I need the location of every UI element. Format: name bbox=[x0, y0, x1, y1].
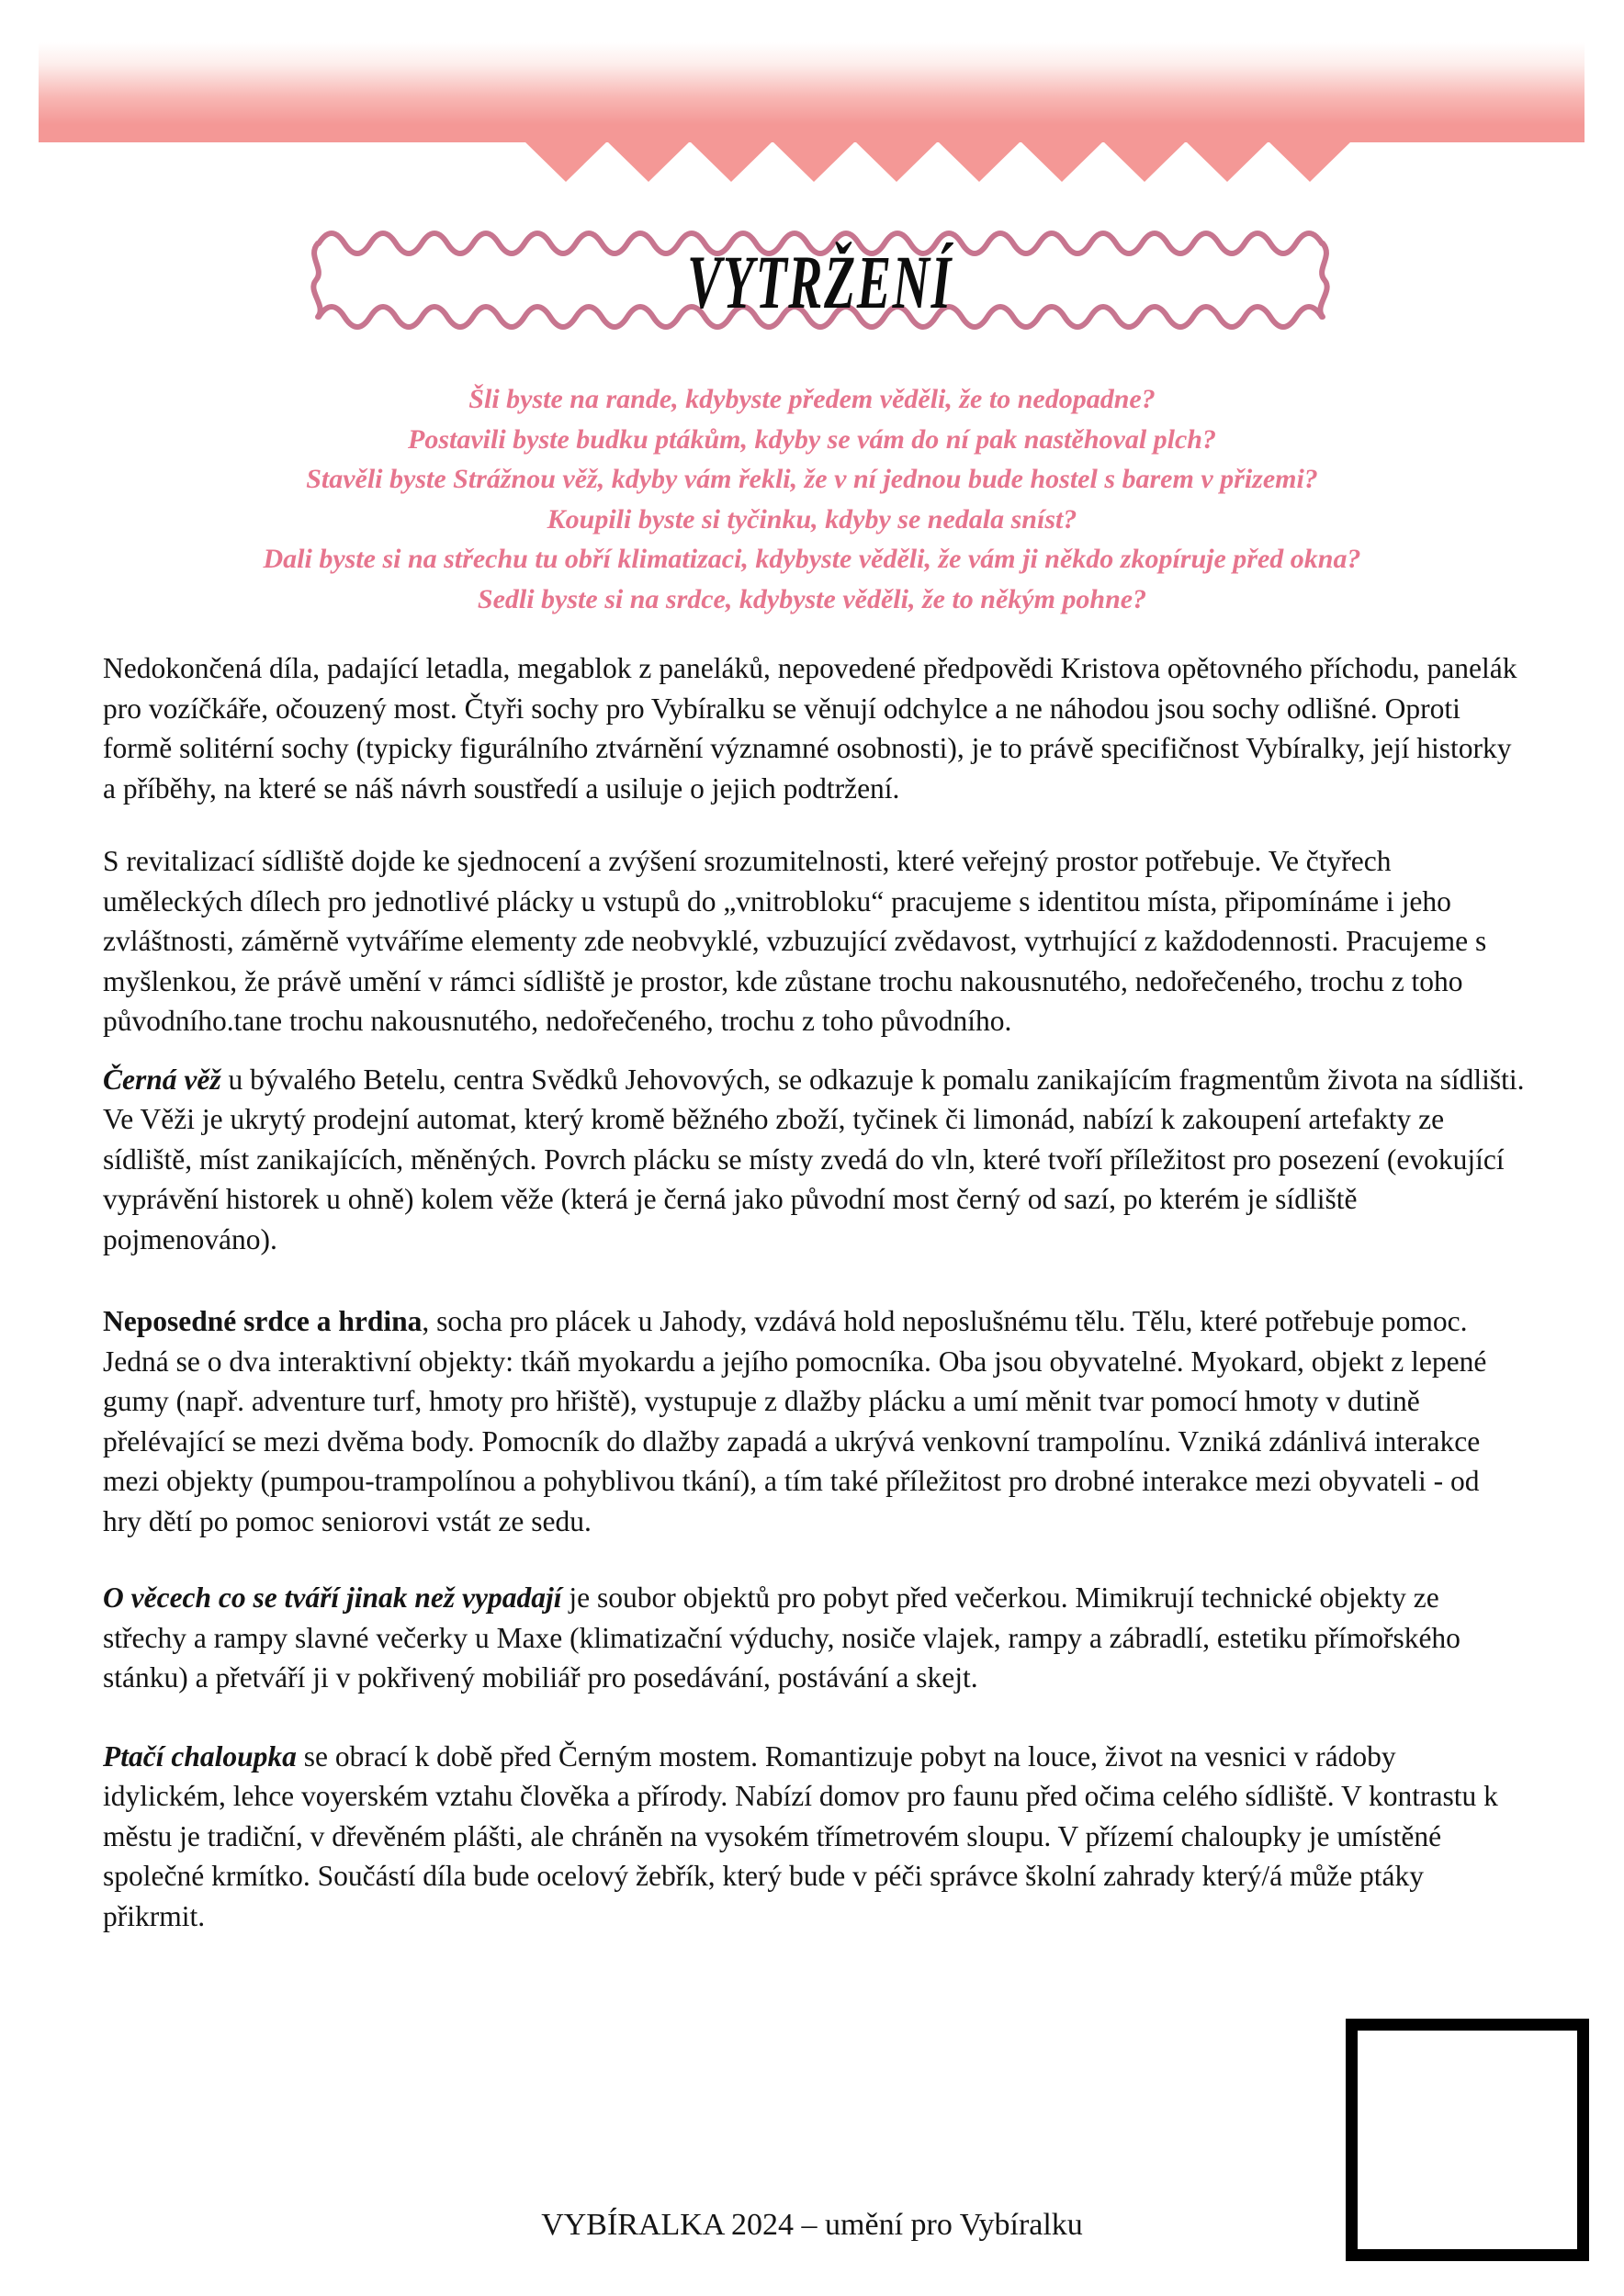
footer-text: VYBÍRALKA 2024 – umění pro Vybíralku bbox=[541, 2208, 1083, 2242]
zigzag-fringe bbox=[524, 141, 1351, 184]
paragraph-lead: Černá věž bbox=[103, 1063, 221, 1096]
paragraph-text: je soubor objektů pro pobyt před večerkou. Mimikrují technické objekty ze střechy a rampy slavné večerky u Maxe (klimatizační výduchy, nosiče vlajek, rampy a zábradlí, estetiku přímořského stánku) a přetváří ji v pokřivený mobiliář pro posedávání, postávání a skejt. bbox=[103, 1581, 1460, 1694]
paragraph-text: u bývalého Betelu, centra Svědků Jehovových, se odkazuje k pomalu zanikajícím fragmentům života na sídlišti. Ve Věži je ukrytý prodejní automat, který kromě běžného zboží, tyčinek či limonád, nabízí k zakoupení artefakty ze sídliště, míst zanikajících, měněných. Povrch plácku se místy zvedá do vln, které tvoří příležitost pro posezení (evokující vyprávění historek u ohně) kolem věže (která je černá jako původní most černý od sazí, po kterém je sídliště pojmenováno). bbox=[103, 1063, 1525, 1255]
question-line: Stavěli byste Strážnou věž, kdyby vám řekli, že v ní jednou bude hostel s barem v přizemi? bbox=[306, 464, 1318, 494]
question-line: Postavili byste budku ptákům, kdyby se vám do ní pak nastěhoval plch? bbox=[408, 423, 1216, 455]
paragraph-lead: O věcech co se tváří jinak než vypadají bbox=[103, 1581, 562, 1614]
title-box bbox=[306, 225, 1334, 333]
paragraph-intro bbox=[103, 648, 1525, 808]
page-title: VYTRŽENÍ bbox=[687, 239, 953, 324]
body-column bbox=[103, 648, 1525, 1936]
header-band bbox=[39, 42, 1585, 142]
paragraph-text: Nedokončená díla, padající letadla, megablok z paneláků, nepovedené předpovědi Kristova opětovného příchodu, panelák pro vozíčkáře, očouzený most. Čtyři sochy pro Vybíralku se věnují odchylce a ne náhodou jsou sochy odlišné. Oproti formě solitérní sochy (typicky figurálního ztvárnění významné osobnosti), je to právě specifičnost Vybíralky, její historky a příběhy, na které se náš návrh soustředí a usiluje o jejich podtržení. bbox=[103, 652, 1517, 805]
questions-block bbox=[0, 379, 1624, 619]
paragraph-cerna-vez bbox=[103, 1060, 1525, 1260]
wavy-border-right bbox=[1320, 243, 1326, 317]
paragraph-revitalizace bbox=[103, 841, 1525, 1041]
paragraph-o-vecech bbox=[103, 1578, 1525, 1698]
paragraph-text: se obrací k době před Černým mostem. Romantizuje pobyt na louce, život na vesnici v rádoby idylickém, lehce voyerském vztahu člověka a přírody. Nabízí domov pro faunu před očima celého sídliště. V kontrastu k městu je tradiční, v dřevěném plášti, ale chráněn na vysokém třímetrovém sloupu. V přízemí chaloupky je umístěné společné krmítko. Součástí díla bude ocelový žebřík, který bude v péči správce školní zahrady který/á může ptáky přikrmit. bbox=[103, 1739, 1498, 1932]
paragraph-ptaci-chaloupka bbox=[103, 1737, 1525, 1937]
paragraph-lead: Neposedné srdce a hrdina bbox=[103, 1305, 423, 1337]
paragraph-text: , socha pro plácek u Jahody, vzdává hold neposlušnému tělu. Tělu, které potřebuje pomoc. Jedná se o dva interaktivní objekty: tkáň myokardu a jejího pomocníka. Oba jsou obyvatelné. Myokard, objekt z lepené gumy (např. adventure turf, hmoty pro hřiště), vystupuje z dlažby plácku a umí měnit tvar pomocí hmoty v dutině přelévající se mezi dvěma body. Pomocník do dlažby zapadá a ukrývá venkovní trampolínu. Vzniká zdánlivá interakce mezi objekty (pumpou-trampolínou a pohyblivou tkání), a tím také příležitost pro drobné interakce mezi obyvateli - od hry dětí po pomoc seniorovi vstát ze sedu. bbox=[103, 1305, 1487, 1537]
wavy-border-left bbox=[313, 243, 320, 317]
paragraph-lead: Ptačí chaloupka bbox=[103, 1739, 297, 1773]
paragraph-neposedne-srdce bbox=[103, 1301, 1525, 1541]
question-line: Dali byste si na střechu tu obří klimatizaci, kdybyste věděli, že vám ji někdo zkopíruje před okna? bbox=[263, 544, 1361, 574]
question-line: Koupili byste si tyčinku, kdyby se nedala sníst? bbox=[547, 503, 1077, 535]
paragraph-text: S revitalizací sídliště dojde ke sjednocení a zvýšení srozumitelnosti, které veřejný prostor potřebuje. Ve čtyřech uměleckých dílech pro jednotlivé plácky u vstupů do „vnitrobloku“ pracujeme s identitou místa, připomínáme i jeho zvláštnosti, záměrně vytváříme elementy zde neobvyklé, vzbuzující zvědavost, vytrhující z každodennosti. Pracujeme s myšlenkou, že právě umění v rámci sídliště je prostor, kde zůstane trochu nakousnutého, nedořečeného, trochu z toho původního.tane trochu nakousnutého, nedořečeného, trochu z toho původního. bbox=[103, 845, 1487, 1037]
question-line: Sedli byste si na srdce, kdybyste věděli, že to někým pohne? bbox=[477, 583, 1147, 614]
question-line: Šli byste na rande, kdybyste předem věděli, že to nedopadne? bbox=[468, 384, 1156, 414]
